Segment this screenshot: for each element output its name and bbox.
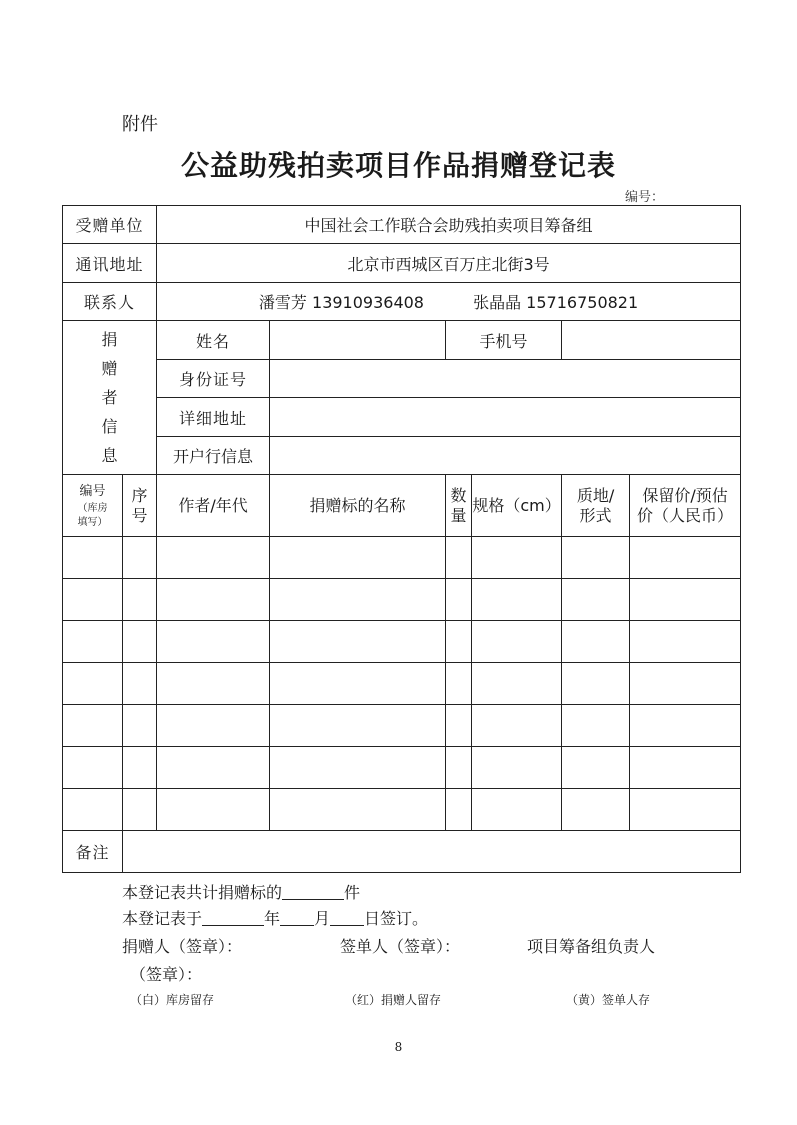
remarks-field[interactable] — [123, 831, 741, 873]
remarks-label: 备注 — [63, 831, 123, 873]
item-cell[interactable] — [270, 537, 446, 579]
year-blank[interactable] — [202, 909, 264, 926]
item-cell[interactable] — [446, 747, 472, 789]
item-count-prefix: 本登记表共计捐赠标的 — [122, 883, 283, 902]
item-cell[interactable] — [562, 747, 630, 789]
sign-date-line — [122, 906, 428, 929]
item-cell[interactable] — [157, 789, 270, 831]
donor-name-label: 姓名 — [157, 321, 270, 360]
sign-date-prefix: 本登记表于 — [122, 909, 203, 928]
manager-signature-label: 项目筹备组负责人 — [527, 937, 656, 956]
recipient-value: 中国社会工作联合会助残拍卖项目筹备组 — [157, 206, 741, 244]
donor-name-row — [63, 321, 741, 360]
quantity-header — [446, 475, 472, 537]
item-cell[interactable] — [472, 705, 562, 747]
contact-person-1: 潘雪芳 13910936408 — [258, 293, 424, 312]
form-number-label: 编号： — [625, 190, 665, 205]
recipient-row — [63, 206, 741, 244]
item-cell[interactable] — [123, 705, 157, 747]
item-cell[interactable] — [63, 663, 123, 705]
item-cell[interactable] — [123, 663, 157, 705]
signer-signature-label: 签单人（签章）： — [340, 937, 461, 956]
item-cell[interactable] — [630, 537, 741, 579]
donor-bank-row — [63, 437, 741, 475]
item-cell[interactable] — [472, 621, 562, 663]
address-label: 通讯地址 — [63, 244, 157, 283]
item-cell[interactable] — [63, 747, 123, 789]
item-cell[interactable] — [472, 579, 562, 621]
code-header-label: 编号 — [79, 483, 106, 499]
item-cell[interactable] — [472, 663, 562, 705]
material-header-line: 形式 — [579, 505, 612, 525]
item-cell[interactable] — [157, 537, 270, 579]
contact-row — [63, 283, 741, 321]
day-label: 日签订。 — [364, 909, 429, 928]
item-cell[interactable] — [270, 789, 446, 831]
item-cell[interactable] — [63, 789, 123, 831]
item-count-blank[interactable] — [282, 883, 344, 900]
copy-yellow-note: （黄）签单人存 — [566, 993, 651, 1007]
item-cell[interactable] — [123, 537, 157, 579]
item-cell[interactable] — [63, 537, 123, 579]
item-name-header: 捐赠标的名称 — [270, 475, 446, 537]
item-cell[interactable] — [157, 705, 270, 747]
donor-signature-label: 捐赠人（签章）： — [122, 937, 243, 956]
item-cell[interactable] — [630, 663, 741, 705]
price-header — [630, 475, 741, 537]
item-cell[interactable] — [472, 789, 562, 831]
contact-label: 联系人 — [63, 283, 157, 321]
donor-address-field[interactable] — [270, 398, 741, 437]
item-row — [63, 579, 741, 621]
item-cell[interactable] — [157, 747, 270, 789]
material-header-line: 质地/ — [576, 485, 615, 505]
donor-info-char: 赠 — [101, 359, 118, 378]
donor-bank-field[interactable] — [270, 437, 741, 475]
day-blank[interactable] — [330, 909, 364, 926]
author-header: 作者/年代 — [157, 475, 270, 537]
recipient-label: 受赠单位 — [63, 206, 157, 244]
item-cell[interactable] — [157, 663, 270, 705]
donor-info-section-label — [63, 321, 157, 475]
item-cell[interactable] — [446, 705, 472, 747]
item-cell[interactable] — [123, 621, 157, 663]
donor-info-char: 者 — [101, 388, 118, 407]
copy-red-note: （红）捐赠人留存 — [345, 993, 442, 1007]
item-row — [63, 621, 741, 663]
item-cell[interactable] — [270, 705, 446, 747]
item-cell[interactable] — [562, 621, 630, 663]
item-cell[interactable] — [630, 789, 741, 831]
donor-name-field[interactable] — [270, 321, 446, 360]
quantity-header-char: 数 — [450, 485, 467, 505]
item-cell[interactable] — [630, 621, 741, 663]
address-value: 北京市西城区百万庄北街3号 — [157, 244, 741, 283]
item-cell[interactable] — [630, 579, 741, 621]
seq-header-char: 号 — [131, 505, 148, 525]
donor-address-label: 详细地址 — [157, 398, 270, 437]
donor-info-char: 信 — [101, 417, 118, 436]
item-cell[interactable] — [472, 537, 562, 579]
item-cell[interactable] — [562, 579, 630, 621]
year-label: 年 — [264, 909, 281, 928]
contact-value — [157, 283, 741, 321]
donation-registration-table — [62, 205, 741, 873]
item-cell[interactable] — [446, 537, 472, 579]
items-header-row — [63, 475, 741, 537]
remarks-row — [63, 831, 741, 873]
quantity-header-char: 量 — [450, 505, 467, 525]
item-cell[interactable] — [63, 579, 123, 621]
seq-header-char: 序 — [131, 485, 148, 505]
item-cell[interactable] — [270, 747, 446, 789]
code-header — [63, 475, 123, 537]
month-blank[interactable] — [280, 909, 314, 926]
item-row — [63, 537, 741, 579]
item-cell[interactable] — [270, 621, 446, 663]
item-row — [63, 663, 741, 705]
item-cell[interactable] — [446, 579, 472, 621]
attachment-label: 附件 — [122, 114, 158, 135]
donor-info-char: 捐 — [101, 330, 118, 349]
item-cell[interactable] — [123, 579, 157, 621]
item-cell[interactable] — [472, 747, 562, 789]
seq-header — [123, 475, 157, 537]
donor-id-label: 身份证号 — [157, 360, 270, 398]
copy-white-note: （白）库房留存 — [130, 993, 215, 1007]
item-cell[interactable] — [446, 621, 472, 663]
code-header-note: （库房填写） — [77, 502, 108, 528]
item-cell[interactable] — [630, 747, 741, 789]
item-cell[interactable] — [446, 663, 472, 705]
item-row — [63, 747, 741, 789]
price-header-line: 保留价/预估 — [642, 485, 728, 505]
donor-id-field[interactable] — [270, 360, 741, 398]
item-row — [63, 705, 741, 747]
donor-bank-label: 开户行信息 — [157, 437, 270, 475]
donor-info-char: 息 — [101, 446, 118, 465]
item-cell[interactable] — [63, 705, 123, 747]
page-number: 8 — [394, 1040, 403, 1054]
item-cell[interactable] — [123, 789, 157, 831]
item-cell[interactable] — [270, 579, 446, 621]
address-row — [63, 244, 741, 283]
donor-phone-label: 手机号 — [446, 321, 562, 360]
item-cell[interactable] — [157, 621, 270, 663]
price-header-line: 价（人民币） — [637, 505, 734, 525]
form-title: 公益助残拍卖项目作品捐赠登记表 — [180, 149, 616, 182]
item-cell[interactable] — [63, 621, 123, 663]
item-cell[interactable] — [562, 789, 630, 831]
item-cell[interactable] — [446, 789, 472, 831]
item-cell[interactable] — [157, 579, 270, 621]
item-cell[interactable] — [562, 537, 630, 579]
material-header — [562, 475, 630, 537]
item-cell[interactable] — [123, 747, 157, 789]
item-cell[interactable] — [270, 663, 446, 705]
item-cell[interactable] — [562, 705, 630, 747]
month-label: 月 — [314, 909, 331, 928]
donor-address-row — [63, 398, 741, 437]
item-count-line — [122, 880, 360, 903]
item-cell[interactable] — [630, 705, 741, 747]
item-count-suffix: 件 — [344, 883, 361, 902]
spec-header: 规格（cm） — [472, 475, 562, 537]
item-cell[interactable] — [562, 663, 630, 705]
item-row — [63, 789, 741, 831]
donor-phone-field[interactable] — [562, 321, 741, 360]
contact-person-2: 张晶晶 15716750821 — [473, 293, 639, 312]
manager-signature-cont: （签章）： — [130, 965, 203, 984]
donor-id-row — [63, 360, 741, 398]
